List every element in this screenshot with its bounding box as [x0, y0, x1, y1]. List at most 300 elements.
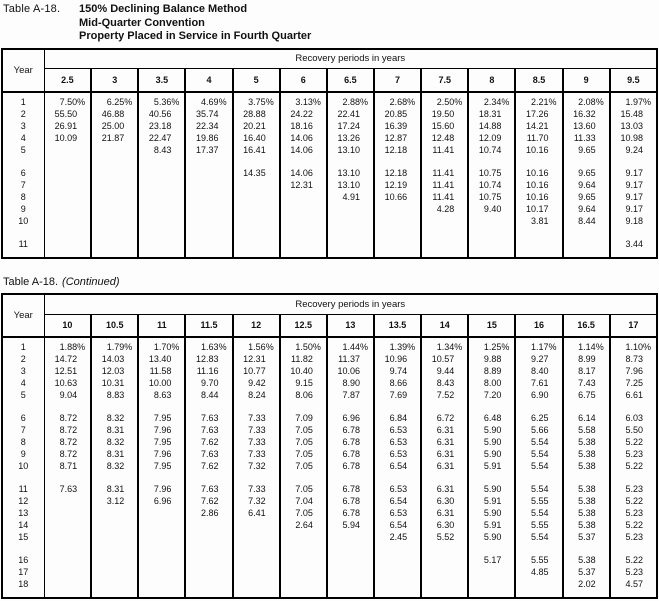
year-cell [2, 472, 44, 483]
rate-value-cell: 6.31 [421, 448, 468, 460]
rate-value-cell: 7.95 [138, 412, 185, 424]
rate-value-cell [327, 401, 374, 412]
rate-value-cell: 5.38 [563, 507, 610, 519]
rate-value-cell: 13.10 [327, 144, 374, 156]
rate-value-cell: 3.44 [610, 238, 657, 250]
rate-value-cell: 13.40 [138, 353, 185, 365]
percent-sign: % [595, 96, 604, 107]
rate-value-cell: 5.38 [563, 436, 610, 448]
rate-value-cell: 17.26 [515, 108, 562, 120]
rate-value-cell: 7.96 [610, 365, 657, 377]
rate-value-cell: 11.41 [421, 191, 468, 203]
rate-value-cell [563, 401, 610, 412]
rate-value-cell: 1.56% [233, 337, 280, 353]
rate-value-cell [44, 554, 91, 566]
rate-value-cell: 1.10% [610, 337, 657, 353]
rate-value-cell: 9.27 [515, 353, 562, 365]
rate-value-cell: 5.37 [563, 531, 610, 543]
rate-value-cell [91, 203, 138, 215]
rate-value-cell: 6.54 [374, 495, 421, 507]
table-label: Table A-18. [3, 3, 61, 15]
year-cell: 4 [20, 132, 26, 143]
rate-value-cell: 24.22 [280, 108, 327, 120]
rate-value-cell: 8.32 [91, 412, 138, 424]
rate-value-cell [233, 519, 280, 531]
rate-value-cell [91, 156, 138, 167]
rate-value-cell: 5.38 [563, 483, 610, 495]
rate-value-cell: 13.10 [327, 179, 374, 191]
year-cell: 8 [20, 437, 26, 447]
table-row [2, 507, 657, 519]
rate-value-cell [44, 179, 91, 191]
table-row [2, 424, 657, 436]
rate-value-cell: 6.61 [610, 389, 657, 401]
rate-value-cell [185, 167, 232, 179]
rate-value-cell [138, 531, 185, 543]
rate-value-cell [233, 554, 280, 566]
rate-value-cell: 6.78 [327, 436, 374, 448]
recovery-periods-header: Recovery periods in years [44, 294, 657, 314]
rate-value-cell: 2.88% [327, 92, 374, 108]
rate-value-cell: 5.38 [563, 495, 610, 507]
rate-value-cell: 6.53 [374, 436, 421, 448]
rate-value-cell [515, 227, 562, 238]
rate-value-cell: 5.90 [468, 507, 515, 519]
rate-value-cell: 5.50 [610, 424, 657, 436]
rate-value-cell: 6.31 [421, 483, 468, 495]
rate-value-cell [280, 531, 327, 543]
rate-value-cell [515, 401, 562, 412]
table-row [2, 215, 657, 227]
rate-value-cell [233, 566, 280, 578]
year-column-header: Year [2, 294, 44, 337]
spacer-row [2, 250, 657, 258]
table-row [2, 412, 657, 424]
rate-value-cell: 2.68% [374, 92, 421, 108]
rate-value-cell [44, 495, 91, 507]
rate-value-cell: 2.21% [515, 92, 562, 108]
rate-value-cell: 8.71 [44, 460, 91, 472]
rate-value-cell: 8.31 [91, 448, 138, 460]
recovery-period-column-header: 8 [468, 69, 515, 92]
rate-value-cell: 1.70% [138, 337, 185, 353]
rate-value-cell [44, 227, 91, 238]
rate-value-cell: 7.33 [233, 436, 280, 448]
year-cell: 1 [20, 342, 26, 352]
rate-value-cell [44, 507, 91, 519]
rate-value-cell: 14.06 [280, 132, 327, 144]
rate-value-cell: 6.31 [421, 424, 468, 436]
rate-value-cell [91, 179, 138, 191]
rate-value-cell [185, 215, 232, 227]
percent-sign: % [501, 342, 510, 352]
recovery-period-column-header: 5 [233, 69, 280, 92]
rate-value-cell [421, 156, 468, 167]
year-cell: 15 [18, 532, 29, 542]
rate-value-cell: 15.48 [610, 108, 657, 120]
rate-value-cell: 3.12 [91, 495, 138, 507]
rate-value-cell [421, 590, 468, 598]
recovery-period-column-header: 11 [138, 314, 185, 337]
table-row [2, 365, 657, 377]
rate-value-cell [91, 167, 138, 179]
rate-value-cell: 5.23 [610, 448, 657, 460]
rate-value-cell: 5.38 [563, 448, 610, 460]
rate-value-cell [563, 238, 610, 250]
rate-value-cell: 12.18 [374, 167, 421, 179]
rate-value-cell: 5.23 [610, 507, 657, 519]
rate-value-cell: 14.35 [233, 167, 280, 179]
year-cell: 10 [18, 461, 29, 471]
rate-value-cell [421, 472, 468, 483]
recovery-period-column-header: 13 [327, 314, 374, 337]
rate-value-cell: 11.70 [515, 132, 562, 144]
rate-value-cell: 10.16 [515, 191, 562, 203]
rate-value-cell: 2.64 [280, 519, 327, 531]
rate-value-cell [185, 578, 232, 590]
recovery-period-column-header: 2.5 [44, 69, 91, 92]
recovery-period-column-header: 3.5 [138, 69, 185, 92]
rate-value-cell: 2.02 [563, 578, 610, 590]
rate-value-cell: 2.45 [374, 531, 421, 543]
rate-value-cell: 11.82 [280, 353, 327, 365]
rate-value-cell [280, 554, 327, 566]
rate-value-cell: 12.31 [280, 179, 327, 191]
rate-value-cell: 7.33 [233, 483, 280, 495]
rate-value-cell: 10.16 [515, 179, 562, 191]
rate-value-cell: 6.25 [515, 412, 562, 424]
rate-value-cell [44, 215, 91, 227]
rate-value-cell: 22.47 [138, 132, 185, 144]
rate-value-cell: 8.90 [327, 377, 374, 389]
rate-value-cell: 23.18 [138, 120, 185, 132]
table-row [2, 389, 657, 401]
rate-value-cell [515, 578, 562, 590]
rate-value-cell [138, 554, 185, 566]
year-cell: 11 [18, 238, 28, 249]
continued-table-label: Table A-18. [3, 275, 59, 288]
rate-value-cell [374, 156, 421, 167]
percent-sign: % [171, 96, 180, 107]
year-cell: 1 [20, 96, 26, 107]
rate-value-cell: 5.23 [610, 531, 657, 543]
rate-value-cell [91, 543, 138, 554]
rate-value-cell: 8.89 [468, 365, 515, 377]
rate-value-cell: 5.52 [421, 531, 468, 543]
year-cell: 9 [20, 203, 26, 214]
rate-value-cell [185, 238, 232, 250]
rate-value-cell: 5.54 [515, 507, 562, 519]
rate-value-cell [327, 566, 374, 578]
rate-value-cell [327, 472, 374, 483]
percent-sign: % [77, 96, 86, 107]
table-row [2, 377, 657, 389]
spacer-row [2, 156, 657, 167]
rate-value-cell: 7.43 [563, 377, 610, 389]
percent-sign: % [124, 342, 133, 352]
rate-value-cell: 10.74 [468, 179, 515, 191]
header-row-periods [2, 69, 657, 92]
rate-value-cell: 7.62 [185, 495, 232, 507]
rate-value-cell: 9.17 [610, 191, 657, 203]
rate-value-cell: 1.14% [563, 337, 610, 353]
rate-value-cell: 12.87 [374, 132, 421, 144]
rate-value-cell: 1.25% [468, 337, 515, 353]
rate-value-cell: 6.31 [421, 507, 468, 519]
percent-sign: % [171, 342, 180, 352]
rate-value-cell: 9.65 [563, 144, 610, 156]
rate-value-cell: 10.09 [44, 132, 91, 144]
title-line-method: 150% Declining Balance Method [79, 3, 248, 15]
table-a18-title [3, 3, 658, 44]
rate-value-cell [374, 238, 421, 250]
rate-value-cell [327, 250, 374, 258]
rate-value-cell: 2.50% [421, 92, 468, 108]
rate-value-cell [468, 215, 515, 227]
rate-value-cell: 7.25 [610, 377, 657, 389]
rate-value-cell: 10.06 [327, 365, 374, 377]
rate-value-cell [374, 215, 421, 227]
rate-value-cell [421, 566, 468, 578]
percent-sign: % [265, 96, 274, 107]
rate-value-cell: 6.54 [374, 519, 421, 531]
rate-value-cell: 12.83 [185, 353, 232, 365]
year-cell: 5 [20, 144, 26, 155]
rate-value-cell: 8.17 [563, 365, 610, 377]
rate-value-cell: 4.91 [327, 191, 374, 203]
rate-value-cell: 55.50 [44, 108, 91, 120]
rate-value-cell: 19.50 [421, 108, 468, 120]
rate-value-cell [280, 250, 327, 258]
rate-value-cell: 7.20 [468, 389, 515, 401]
rate-value-cell [563, 156, 610, 167]
rate-value-cell: 6.96 [327, 412, 374, 424]
rate-value-cell [280, 472, 327, 483]
rate-value-cell: 10.16 [515, 144, 562, 156]
rate-value-cell: 6.53 [374, 483, 421, 495]
rate-value-cell: 8.63 [138, 389, 185, 401]
year-cell: 2 [20, 108, 26, 119]
table-row [2, 167, 657, 179]
year-cell: 3 [20, 366, 26, 376]
rate-value-cell [280, 227, 327, 238]
table-row [2, 460, 657, 472]
rate-value-cell: 18.16 [280, 120, 327, 132]
rate-value-cell: 7.69 [374, 389, 421, 401]
rate-value-cell: 8.99 [563, 353, 610, 365]
rate-value-cell: 35.74 [185, 108, 232, 120]
rate-value-cell: 4.28 [421, 203, 468, 215]
rate-value-cell: 6.48 [468, 412, 515, 424]
rate-value-cell: 5.90 [468, 483, 515, 495]
rate-value-cell: 12.19 [374, 179, 421, 191]
rate-value-cell [280, 203, 327, 215]
rate-value-cell: 1.63% [185, 337, 232, 353]
percent-sign: % [595, 342, 604, 352]
rate-value-cell [233, 543, 280, 554]
year-cell: 6 [20, 167, 26, 178]
year-cell [2, 543, 44, 554]
rate-value-cell: 6.78 [327, 448, 374, 460]
rate-value-cell: 14.72 [44, 353, 91, 365]
rate-value-cell: 6.25% [91, 92, 138, 108]
rate-value-cell [233, 250, 280, 258]
rate-value-cell: 2.86 [185, 507, 232, 519]
year-cell: 5 [20, 390, 26, 400]
table-row [2, 108, 657, 120]
rate-value-cell: 10.75 [468, 167, 515, 179]
rate-value-cell [233, 590, 280, 598]
rate-value-cell [327, 578, 374, 590]
rate-value-cell [91, 566, 138, 578]
header-row-group [2, 49, 657, 69]
rate-value-cell: 9.44 [421, 365, 468, 377]
percent-sign: % [77, 342, 86, 352]
rate-value-cell [138, 156, 185, 167]
rate-value-cell [91, 144, 138, 156]
title-line-convention: Mid-Quarter Convention [79, 16, 205, 29]
rate-value-cell: 7.63 [185, 424, 232, 436]
rate-value-cell [610, 472, 657, 483]
recovery-period-column-header: 4 [185, 69, 232, 92]
rate-value-cell [233, 238, 280, 250]
rate-value-cell: 8.72 [44, 412, 91, 424]
rate-value-cell [515, 156, 562, 167]
recovery-period-column-header: 3 [91, 69, 138, 92]
rate-value-cell: 7.05 [280, 436, 327, 448]
percent-sign: % [312, 342, 321, 352]
recovery-period-column-header: 14 [421, 314, 468, 337]
rate-value-cell [468, 566, 515, 578]
rate-value-cell [91, 238, 138, 250]
rate-value-cell: 7.33 [233, 412, 280, 424]
rate-value-cell: 10.98 [610, 132, 657, 144]
depreciation-table-1 [1, 48, 658, 259]
rate-value-cell [185, 227, 232, 238]
rate-value-cell: 10.63 [44, 377, 91, 389]
rate-value-cell [44, 531, 91, 543]
year-cell: 9 [20, 449, 26, 459]
rate-value-cell: 7.33 [233, 424, 280, 436]
rate-value-cell [374, 227, 421, 238]
rate-value-cell [185, 179, 232, 191]
rate-value-cell [374, 543, 421, 554]
rate-value-cell: 6.53 [374, 424, 421, 436]
percent-sign: % [548, 96, 557, 107]
rate-value-cell [233, 531, 280, 543]
rate-value-cell [91, 250, 138, 258]
rate-value-cell: 20.21 [233, 120, 280, 132]
rate-value-cell: 7.95 [138, 436, 185, 448]
rate-value-cell: 6.53 [374, 448, 421, 460]
rate-value-cell: 7.62 [185, 460, 232, 472]
rate-value-cell: 5.91 [468, 519, 515, 531]
rate-value-cell [233, 227, 280, 238]
rate-value-cell: 8.43 [138, 144, 185, 156]
rate-value-cell: 8.24 [233, 389, 280, 401]
rate-value-cell: 9.17 [610, 203, 657, 215]
rate-value-cell: 5.22 [610, 495, 657, 507]
rate-value-cell: 8.83 [91, 389, 138, 401]
rate-value-cell: 5.90 [468, 436, 515, 448]
rate-value-cell [185, 554, 232, 566]
year-cell [2, 227, 44, 238]
rate-value-cell: 7.05 [280, 483, 327, 495]
header-row-group [2, 294, 657, 314]
rate-value-cell [91, 590, 138, 598]
rate-value-cell: 7.09 [280, 412, 327, 424]
rate-value-cell [44, 566, 91, 578]
rate-value-cell [91, 578, 138, 590]
rate-value-cell [610, 590, 657, 598]
recovery-period-column-header: 11.5 [185, 314, 232, 337]
rate-value-cell: 10.00 [138, 377, 185, 389]
rate-value-cell: 11.33 [563, 132, 610, 144]
rate-value-cell: 9.65 [563, 167, 610, 179]
percent-sign: % [501, 96, 510, 107]
rate-value-cell: 10.57 [421, 353, 468, 365]
rate-value-cell [91, 507, 138, 519]
rate-value-cell [44, 578, 91, 590]
year-cell: 14 [18, 520, 29, 530]
rate-value-cell [44, 167, 91, 179]
rate-value-cell: 1.34% [421, 337, 468, 353]
year-cell [2, 156, 44, 167]
rate-value-cell: 5.38 [563, 554, 610, 566]
rate-value-cell [280, 238, 327, 250]
rate-value-cell [421, 578, 468, 590]
rate-value-cell [185, 401, 232, 412]
spacer-row [2, 543, 657, 554]
rate-value-cell [610, 543, 657, 554]
table-row [2, 436, 657, 448]
rate-value-cell: 7.95 [138, 460, 185, 472]
rate-value-cell: 9.15 [280, 377, 327, 389]
rate-value-cell: 14.21 [515, 120, 562, 132]
rate-value-cell: 9.42 [233, 377, 280, 389]
rate-value-cell: 1.50% [280, 337, 327, 353]
rate-value-cell [91, 472, 138, 483]
rate-value-cell [610, 250, 657, 258]
year-cell: 4 [20, 378, 26, 388]
recovery-period-column-header: 15 [468, 314, 515, 337]
year-cell [2, 401, 44, 412]
rate-value-cell: 8.31 [91, 483, 138, 495]
rate-value-cell: 5.36% [138, 92, 185, 108]
rate-value-cell [185, 156, 232, 167]
rate-value-cell [421, 554, 468, 566]
rate-value-cell [44, 519, 91, 531]
table-row [2, 238, 657, 250]
rate-value-cell: 8.32 [91, 460, 138, 472]
rate-value-cell: 7.61 [515, 377, 562, 389]
rate-value-cell: 10.75 [468, 191, 515, 203]
rate-value-cell [327, 227, 374, 238]
rate-value-cell: 22.41 [327, 108, 374, 120]
rate-value-cell [185, 590, 232, 598]
percent-sign: % [548, 342, 557, 352]
rate-value-cell [374, 554, 421, 566]
rate-value-cell [44, 250, 91, 258]
rate-value-cell: 10.16 [515, 167, 562, 179]
recovery-period-column-header: 12 [233, 314, 280, 337]
rate-value-cell [563, 590, 610, 598]
rate-value-cell: 9.17 [610, 167, 657, 179]
percent-sign: % [454, 342, 463, 352]
rate-value-cell: 10.31 [91, 377, 138, 389]
rate-value-cell: 9.24 [610, 144, 657, 156]
rate-value-cell: 17.37 [185, 144, 232, 156]
